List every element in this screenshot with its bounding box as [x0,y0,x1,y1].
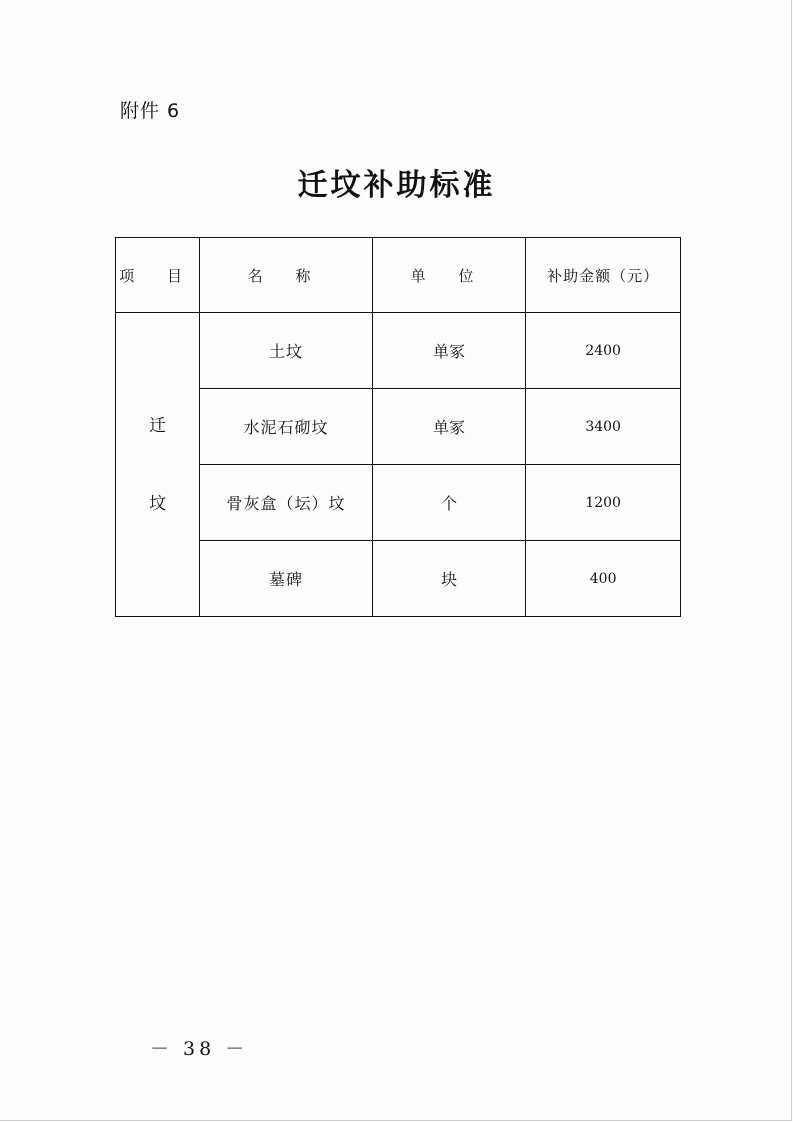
page-number: － 38 － [150,1038,249,1060]
row-name: 骨灰盒（坛）坟 [200,465,373,541]
project-cell [116,313,200,617]
row-unit: 单冢 [372,313,525,389]
table-row [116,465,681,541]
row-name: 水泥石砌坟 [200,389,373,465]
subsidy-table [115,237,681,617]
row-name: 墓碑 [200,541,373,617]
attachment-label: 附件 6 [120,100,181,122]
table-row [116,541,681,617]
row-name: 土坟 [200,313,373,389]
table-row [116,389,681,465]
project-char: 迁 [149,415,167,436]
row-amount: 1200 [526,465,681,541]
project-char: 坟 [149,493,167,514]
row-unit: 单冢 [372,389,525,465]
header-project: 项 目 [116,238,200,313]
row-unit: 个 [372,465,525,541]
row-amount: 2400 [526,313,681,389]
header-unit: 单 位 [372,238,525,313]
row-unit: 块 [372,541,525,617]
row-amount: 400 [526,541,681,617]
row-amount: 3400 [526,389,681,465]
header-amount: 补助金额（元） [526,238,681,313]
document-title: 迁坟补助标准 [297,168,496,203]
header-name: 名 称 [200,238,373,313]
table-row [116,313,681,389]
table-header-row [116,238,681,313]
